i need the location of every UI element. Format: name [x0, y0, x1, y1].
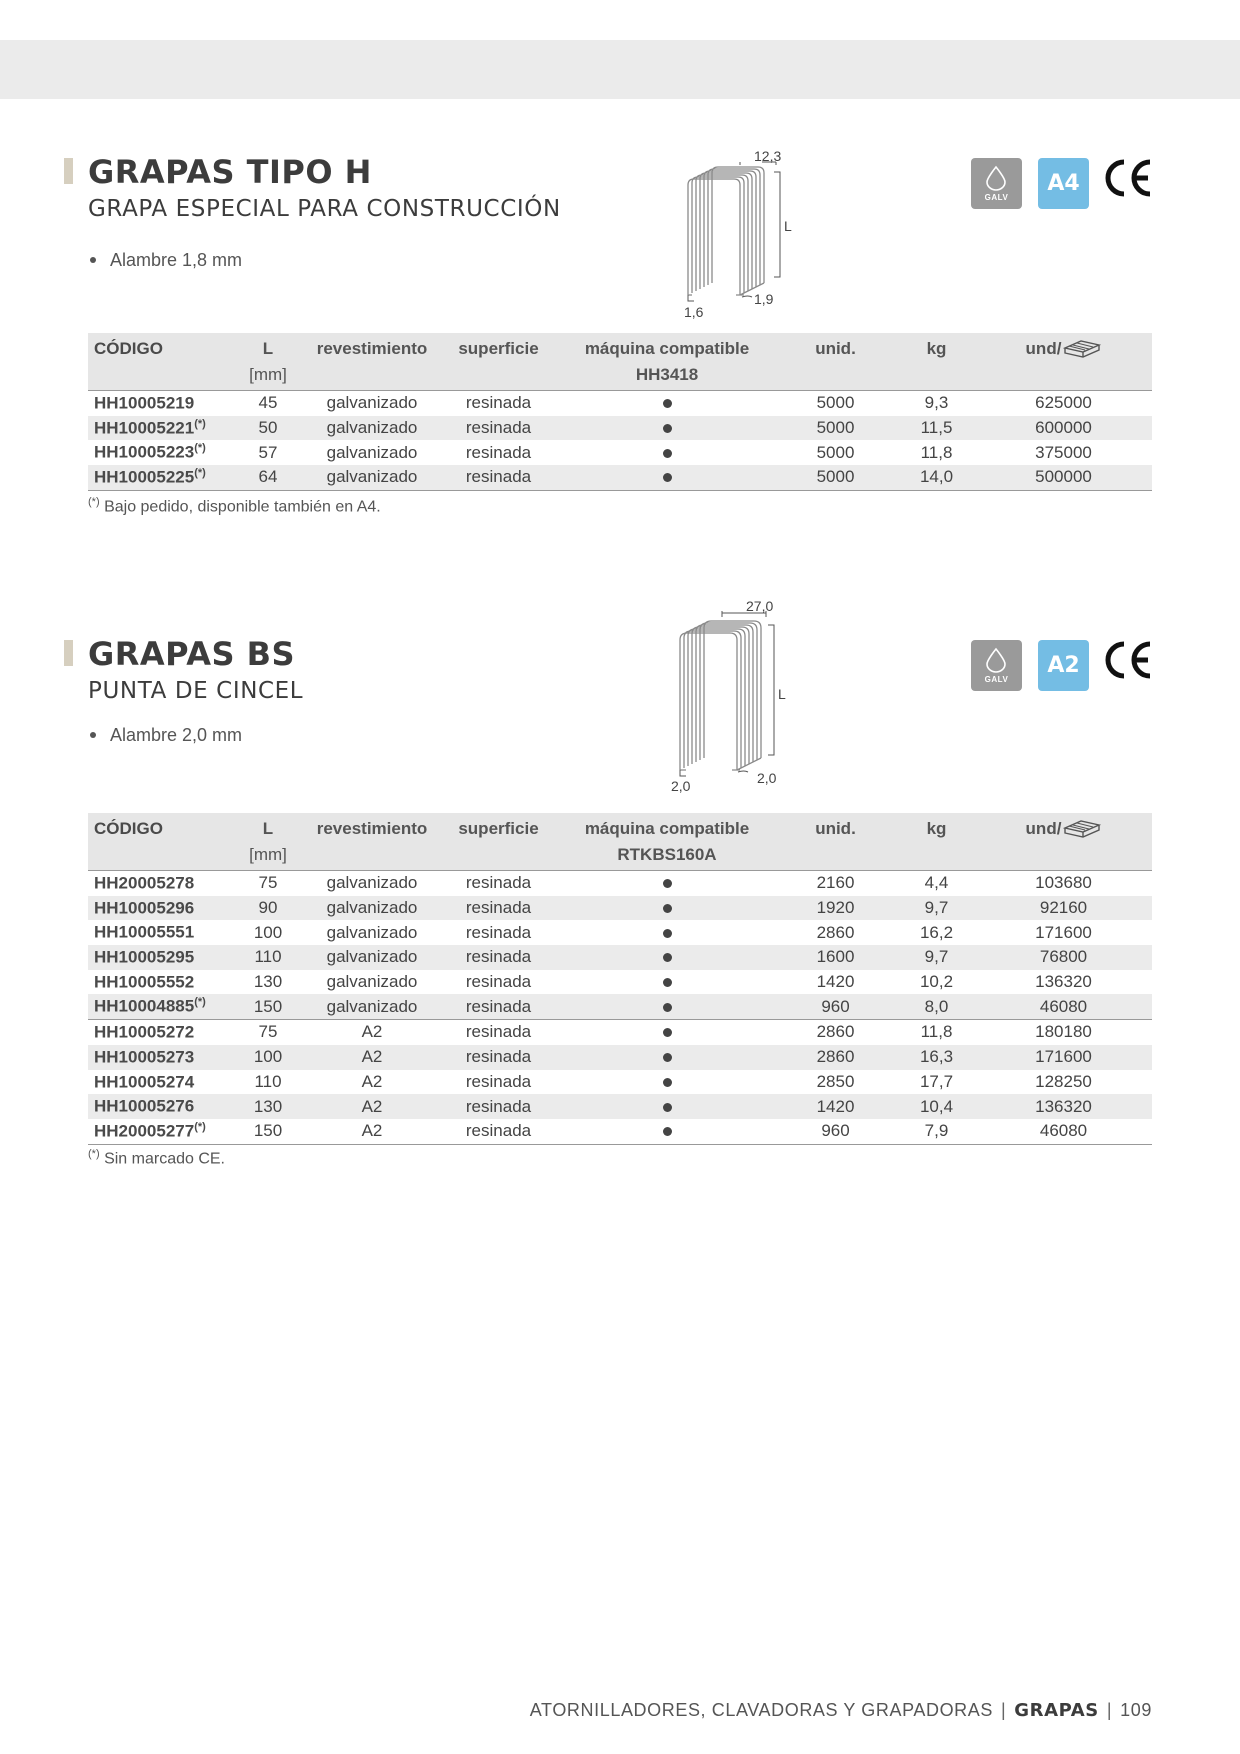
dim-width: 27,0 [746, 598, 774, 614]
cell-machine [561, 1119, 773, 1144]
compatible-dot-icon [663, 473, 672, 482]
cell-pallet: 375000 [1035, 442, 1092, 462]
cell-pallet: 136320 [1035, 972, 1092, 992]
cell-code: HH10005221(*) [88, 416, 228, 441]
cell-kg: 8,0 [898, 994, 975, 1019]
cell-pallet: 500000 [975, 465, 1152, 490]
cell-length: 90 [228, 896, 308, 921]
machine-model: HH3418 [561, 365, 773, 391]
cell-machine [561, 1020, 773, 1045]
cell-pallet: 46080 [975, 1119, 1152, 1144]
cell-units: 5000 [816, 393, 855, 413]
cell-pallet: 171600 [1035, 922, 1092, 942]
compatible-dot-icon [663, 1053, 672, 1062]
cell-units: 5000 [773, 416, 898, 441]
dim-width: 12,3 [754, 148, 782, 164]
cell-machine [561, 465, 773, 490]
cell-units: 5000 [816, 442, 855, 462]
section-title: GRAPAS TIPO H [88, 153, 372, 191]
cell-length: 130 [228, 1094, 308, 1119]
cell-units: 5000 [773, 465, 898, 490]
cell-surface: resinada [436, 896, 561, 921]
machine-model: RTKBS160A [561, 845, 773, 871]
cell-surface: resinada [436, 1045, 561, 1070]
col-header-units: unid. [773, 813, 898, 845]
cell-units: 2860 [773, 1045, 898, 1070]
cell-length: 110 [254, 1071, 282, 1091]
cell-surface: resinada [436, 1119, 561, 1144]
cell-machine [561, 416, 773, 441]
cell-length: 130 [253, 972, 283, 992]
footnote: (*) Sin marcado CE. [88, 1148, 225, 1168]
col-header-machine: máquina compatible [561, 333, 773, 365]
pallet-icon [1063, 819, 1101, 839]
cell-length: 150 [228, 1119, 308, 1144]
col-header-kg: kg [898, 333, 975, 365]
cell-code: HH20005277(*) [88, 1119, 228, 1144]
cell-units: 2860 [773, 1020, 898, 1045]
cell-coating: galvanizado [308, 896, 436, 921]
page-footer: ATORNILLADORES, CLAVADORAS Y GRAPADORAS | GRAPAS | 109 [529, 1700, 1152, 1721]
col-header-coating: revestimiento [308, 333, 436, 365]
length-unit: [mm] [228, 365, 308, 391]
cell-machine [561, 440, 773, 465]
cell-length: 100 [253, 922, 283, 942]
pallet-icon [1063, 339, 1101, 359]
table-row [88, 994, 1152, 1019]
staple-diagram [662, 595, 812, 795]
feature-bullet: Alambre 1,8 mm [88, 250, 242, 271]
cell-machine [561, 1094, 773, 1119]
cell-machine [561, 1045, 773, 1070]
compatible-dot-icon [663, 953, 672, 962]
cell-surface: resinada [436, 416, 561, 441]
cell-code: HH10004885(*) [88, 994, 228, 1019]
feature-bullet: Alambre 2,0 mm [88, 725, 242, 746]
compatible-dot-icon [663, 978, 672, 987]
cell-kg: 7,9 [898, 1119, 975, 1144]
cell-length: 100 [228, 1045, 308, 1070]
header-band [0, 40, 1240, 99]
col-header-code: CÓDIGO [88, 333, 228, 365]
cell-kg: 10,4 [898, 1094, 975, 1119]
table-row [88, 1094, 1152, 1119]
section-subtitle: GRAPA ESPECIAL PARA CONSTRUCCIÓN [88, 196, 561, 222]
cell-units: 2850 [816, 1071, 855, 1091]
cell-pallet: 128250 [1035, 1071, 1092, 1091]
cell-coating: galvanizado [326, 922, 418, 942]
cell-surface: resinada [436, 994, 561, 1019]
col-header-coating: revestimiento [308, 813, 436, 845]
cell-units: 960 [773, 994, 898, 1019]
cell-machine [561, 391, 773, 416]
cell-units: 960 [773, 1119, 898, 1144]
cell-machine [561, 896, 773, 921]
cell-code: HH10005225(*) [88, 465, 228, 490]
cell-length: 110 [228, 945, 308, 970]
table-row [88, 440, 1152, 465]
cell-kg: 9,7 [898, 945, 975, 970]
table-row [88, 1119, 1152, 1144]
cell-kg: 11,8 [898, 1020, 975, 1045]
cell-machine [561, 871, 773, 896]
cell-pallet: 600000 [975, 416, 1152, 441]
ce-mark-icon [1100, 158, 1156, 198]
spec-table [88, 813, 1152, 1145]
cell-length: 64 [228, 465, 308, 490]
cell-surface: resinada [436, 465, 561, 490]
table-row [88, 391, 1152, 416]
table-row [88, 1045, 1152, 1070]
cell-coating: galvanizado [308, 945, 436, 970]
col-header-kg: kg [898, 813, 975, 845]
cell-surface: resinada [436, 945, 561, 970]
cell-coating: galvanizado [326, 442, 418, 462]
col-header-machine: máquina compatible [561, 813, 773, 845]
cell-code: HH10005273 [88, 1045, 228, 1070]
cell-pallet: 46080 [975, 994, 1152, 1019]
col-header-length: L [228, 813, 308, 845]
cell-surface: resinada [465, 1071, 532, 1091]
compatible-dot-icon [663, 929, 672, 938]
cell-code: HH10005551 [94, 923, 195, 943]
galv-badge: GALV [971, 158, 1022, 209]
drop-icon [984, 647, 1008, 673]
title-accent-bar [64, 640, 73, 666]
cell-surface: resinada [465, 442, 532, 462]
cell-machine [561, 920, 773, 945]
compatible-dot-icon [663, 1127, 672, 1136]
compatible-dot-icon [663, 424, 672, 433]
cell-machine [561, 970, 773, 995]
spec-table-body [88, 871, 1152, 1145]
cell-units: 1600 [773, 945, 898, 970]
cell-code: HH20005278 [94, 873, 195, 893]
cell-pallet: 92160 [975, 896, 1152, 921]
cell-surface: resinada [465, 922, 532, 942]
grade-badge: A2 [1038, 640, 1089, 691]
cell-coating: galvanizado [326, 393, 418, 413]
table-row [88, 920, 1152, 945]
cell-kg: 9,3 [924, 393, 949, 413]
col-header-code: CÓDIGO [88, 813, 228, 845]
footer-category: ATORNILLADORES, CLAVADORAS Y GRAPADORAS [529, 1700, 993, 1720]
cell-length: 75 [228, 1020, 308, 1045]
galv-badge: GALV [971, 640, 1022, 691]
cell-kg: 16,2 [919, 922, 954, 942]
cell-code: HH10005552 [94, 972, 195, 992]
compatible-dot-icon [663, 879, 672, 888]
spec-table-body [88, 391, 1152, 491]
cell-units: 1920 [773, 896, 898, 921]
cell-units: 1420 [773, 1094, 898, 1119]
staple-diagram [670, 145, 820, 320]
cell-kg: 4,4 [924, 873, 949, 893]
cell-code: HH10005223(*) [94, 442, 206, 463]
dim-length: L [778, 686, 786, 702]
cell-kg: 14,0 [898, 465, 975, 490]
cell-kg: 17,7 [919, 1071, 954, 1091]
compatible-dot-icon [663, 904, 672, 913]
cell-coating: galvanizado [308, 994, 436, 1019]
cell-machine [561, 994, 773, 1019]
cell-machine [561, 1070, 773, 1095]
table-row [88, 945, 1152, 970]
footer-section: GRAPAS [1014, 1700, 1099, 1721]
col-header-pallet: und/ [975, 813, 1152, 845]
col-header-surface: superficie [436, 333, 561, 365]
table-row [88, 1070, 1152, 1095]
cell-coating: A2 [361, 1071, 383, 1091]
length-unit: [mm] [228, 845, 308, 871]
cell-kg: 9,7 [898, 896, 975, 921]
cell-kg: 11,5 [898, 416, 975, 441]
dim-length: L [784, 218, 792, 234]
ce-mark-icon [1100, 640, 1156, 680]
cell-coating: galvanizado [308, 465, 436, 490]
compatible-dot-icon [663, 1028, 672, 1037]
cell-code: HH10005272 [88, 1020, 228, 1045]
cell-kg: 16,3 [898, 1045, 975, 1070]
table-row [88, 896, 1152, 921]
cell-pallet: 171600 [975, 1045, 1152, 1070]
cell-kg: 10,2 [919, 972, 954, 992]
cell-coating: galvanizado [326, 873, 418, 893]
dim-crown: 1,9 [754, 291, 774, 307]
compatible-dot-icon [663, 399, 672, 408]
cell-units: 2160 [816, 873, 855, 893]
col-header-surface: superficie [436, 813, 561, 845]
cell-surface: resinada [436, 1094, 561, 1119]
compatible-dot-icon [663, 1103, 672, 1112]
col-header-units: unid. [773, 333, 898, 365]
section-subtitle: PUNTA DE CINCEL [88, 678, 304, 704]
cell-length: 45 [258, 393, 278, 413]
col-header-pallet: und/ [975, 333, 1152, 365]
cell-code: HH10005295 [88, 945, 228, 970]
cell-machine [561, 945, 773, 970]
col-header-length: L [228, 333, 308, 365]
table-row [88, 970, 1152, 995]
compatible-dot-icon [663, 1078, 672, 1087]
compatible-dot-icon [663, 449, 672, 458]
cell-pallet: 136320 [975, 1094, 1152, 1119]
cell-pallet: 625000 [1035, 393, 1092, 413]
cell-coating: A2 [308, 1020, 436, 1045]
cell-surface: resinada [465, 393, 532, 413]
cell-code: HH10005276 [88, 1094, 228, 1119]
cell-pallet: 180180 [975, 1020, 1152, 1045]
cell-pallet: 76800 [975, 945, 1152, 970]
cell-coating: A2 [308, 1045, 436, 1070]
footnote: (*) Bajo pedido, disponible también en A4. [88, 496, 381, 516]
dim-crown: 2,0 [757, 770, 777, 786]
cell-length: 75 [258, 873, 278, 893]
cell-surface: resinada [436, 1020, 561, 1045]
dim-wire: 2,0 [671, 778, 691, 794]
cell-code: HH10005296 [88, 896, 228, 921]
grade-badge: A4 [1038, 158, 1089, 209]
compatible-dot-icon [663, 1003, 672, 1012]
title-accent-bar [64, 158, 73, 184]
cell-coating: galvanizado [326, 972, 418, 992]
cell-pallet: 103680 [1035, 873, 1092, 893]
cell-units: 1420 [816, 972, 855, 992]
cell-code: HH10005274 [94, 1072, 195, 1092]
cell-surface: resinada [465, 873, 532, 893]
cell-code: HH10005219 [94, 393, 195, 413]
cell-coating: A2 [308, 1094, 436, 1119]
dim-wire: 1,6 [684, 304, 704, 320]
cell-length: 150 [228, 994, 308, 1019]
section-title: GRAPAS BS [88, 635, 296, 673]
drop-icon [984, 165, 1008, 191]
cell-length: 50 [228, 416, 308, 441]
cell-units: 2860 [816, 922, 855, 942]
table-row [88, 416, 1152, 441]
cell-kg: 11,8 [920, 442, 953, 462]
cell-length: 57 [258, 442, 278, 462]
page-number: 109 [1120, 1700, 1152, 1720]
table-row [88, 871, 1152, 896]
cell-coating: galvanizado [308, 416, 436, 441]
cell-coating: A2 [308, 1119, 436, 1144]
cell-surface: resinada [465, 972, 532, 992]
table-row [88, 1020, 1152, 1045]
spec-table [88, 333, 1152, 491]
table-row [88, 465, 1152, 490]
